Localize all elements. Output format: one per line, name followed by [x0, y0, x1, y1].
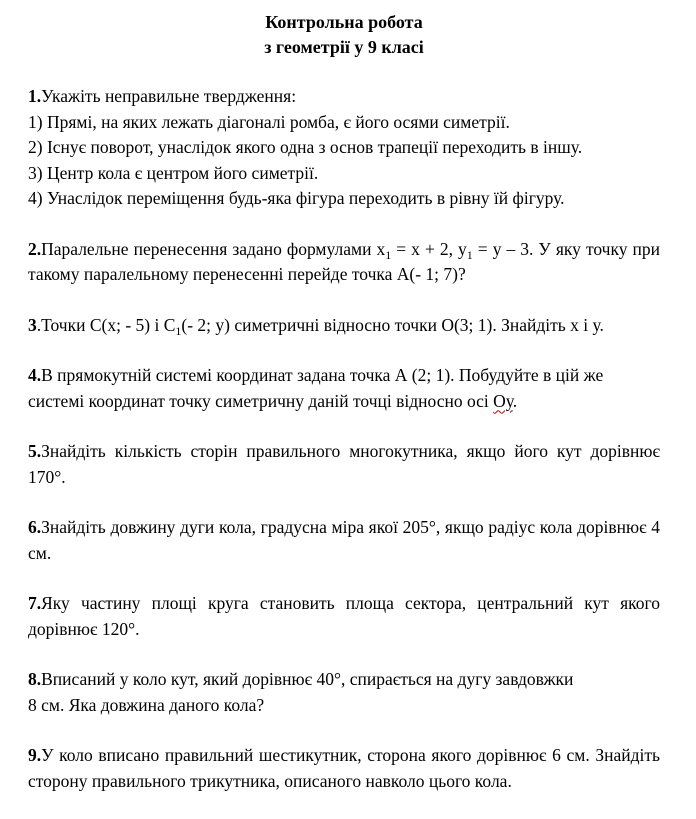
task-3	[28, 313, 660, 339]
option-3: 3) Центр кола є центром його симетрії.	[28, 162, 319, 183]
task-text: Знайдіть кількість сторін правильного многокутника, якщо його кут дорівнює 170°.	[28, 441, 660, 487]
task-text-line-2: 8 см. Яка довжина даного кола?	[28, 694, 265, 715]
option-1: 1) Прямі, на яких лежать діагоналі ромба, є його осями симетрії.	[28, 111, 510, 132]
task-text-part: .Точки С(х; - 5) і С	[36, 314, 176, 335]
task-number: 5.	[28, 441, 42, 461]
option-4: 4) Унаслідок переміщення будь-яка фігура переходить в рівну їй фігуру.	[28, 188, 565, 208]
task-8	[28, 667, 660, 718]
task-text-line-1: Вписаний у коло кут, який дорівнює 40°, спирається на дугу завдовжки	[41, 669, 574, 689]
document-title: Контрольна робота	[265, 12, 423, 32]
task-text: Знайдіть довжину дуги кола, градусна міра якої 205°, якщо радіус кола дорівнює 4 см.	[28, 517, 660, 563]
document-subtitle: з геометрії у 9 класі	[264, 37, 424, 57]
task-text-part: = x + 2, y	[391, 238, 467, 259]
task-7	[28, 591, 660, 642]
task-text-part: = y – 3. У яку точку при такому паралельному перенесенні перейде точка А(- 1; 7)?	[28, 238, 660, 284]
task-question: Укажіть неправильне твердження:	[41, 86, 297, 106]
task-number: 2.	[28, 238, 42, 259]
task-text-part: (- 2; у) симетричні відносно точки О(3; 1). Знайдіть х і у.	[181, 314, 604, 335]
task-text-part: В прямокутній системі координат задана точка А (2; 1). Побудуйте в цій же системі координат точку симетричну даній точці відносно осі	[28, 365, 604, 411]
task-number: 8.	[28, 669, 42, 689]
task-9	[28, 743, 660, 794]
task-6	[28, 515, 660, 566]
task-text-part: Паралельне перенесення задано формулами x	[41, 238, 386, 259]
task-text: Яку частину площі круга становить площа сектора, центральний кут якого дорівнює 120°.	[28, 593, 660, 639]
task-number: 7.	[28, 593, 42, 613]
task-number: 4.	[28, 365, 42, 385]
task-5	[28, 439, 660, 490]
task-number: 9.	[28, 745, 42, 765]
task-number: 6.	[28, 517, 42, 537]
task-number: 3	[28, 314, 37, 335]
task-text-part: .	[512, 390, 518, 411]
spellcheck-underlined-word: Оу	[493, 390, 513, 411]
test-document	[28, 10, 660, 819]
task-text: У коло вписано правильний шестикутник, сторона якого дорівнює 6 см. Знайдіть сторону правильного трикутника, описаного навколо цього кола.	[28, 745, 660, 791]
subscript: 1	[175, 323, 182, 338]
subscript: 1	[385, 247, 392, 262]
task-number: 1.	[28, 86, 42, 106]
task-4	[28, 363, 660, 414]
task-1	[28, 84, 660, 212]
option-2: 2) Існує поворот, унаслідок якого одна з основ трапеції переходить в іншу.	[28, 137, 583, 157]
title-block	[28, 10, 660, 60]
task-2	[28, 237, 660, 288]
subscript: 1	[466, 247, 473, 262]
